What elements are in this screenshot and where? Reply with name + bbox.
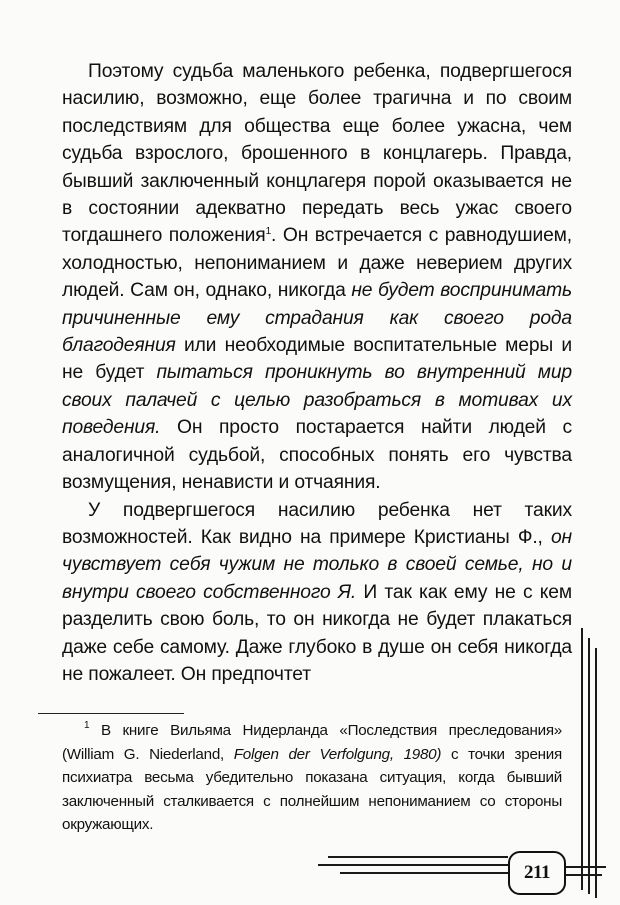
footnote-reference: 1: [265, 226, 272, 238]
decorative-horizontal-line: [340, 872, 508, 874]
decorative-vertical-line: [595, 648, 597, 898]
decorative-horizontal-line: [328, 856, 508, 858]
decorative-vertical-line: [588, 638, 590, 894]
paragraph-1: Поэтому судьба маленького ребенка, подвергшегося насилию, возможно, еще более трагична и по своим последствиям для общества еще более ужасна, чем судьба взрослого, брошенного в концлагерь. Правда, бывший заключенный концлагеря порой оказывается не в состоянии адекватно передать весь ужас своего тогдашнего положения$^1$. Он встречается с равнодушием, холодностью, непониманием и даже неверием других людей. Сам он, однако, никогда не будет воспринимать причиненные ему страдания как своего рода благодеяния или необходимые воспитательные меры и не будет пытаться проникнуть во внутренний мир своих палачей с целью разобраться в мотивах их поведения. Он просто постарается найти людей с аналогичной судьбой, способных понять его чувства возмущения, ненависти и отчаяния.: [62, 61, 572, 494]
main-text: [62, 58, 572, 688]
page-number: 211: [508, 851, 566, 895]
footnote-separator: [38, 713, 184, 714]
decorative-horizontal-line: [566, 866, 606, 868]
decorative-horizontal-line: [318, 864, 508, 866]
footnote: $^1$ В книге Вильяма Нидерланда «Последствия преследования» (William G. Niederland, Folgen der Verfolgung, 1980) с точки зрения психиатра весьма убедительно показана ситуация, когда бывший заключенный сталкивается с полнейшим непониманием со стороны окружающих.: [62, 720, 562, 834]
paragraph-2: У подвергшегося насилию ребенка нет таких возможностей. Как видно на примере Кристианы Ф., он чувствует себя чужим не только в своей семье, но и внутри своего собственного Я. И так как ему не с кем разделить свою боль, то он никогда не будет плакаться даже себе самому. Даже глубоко в душе он себя никогда не пожалеет. Он предпочтет: [62, 499, 572, 685]
decorative-vertical-line: [581, 628, 583, 890]
decorative-horizontal-line: [566, 874, 602, 876]
footnote-marker: 1: [84, 720, 90, 731]
